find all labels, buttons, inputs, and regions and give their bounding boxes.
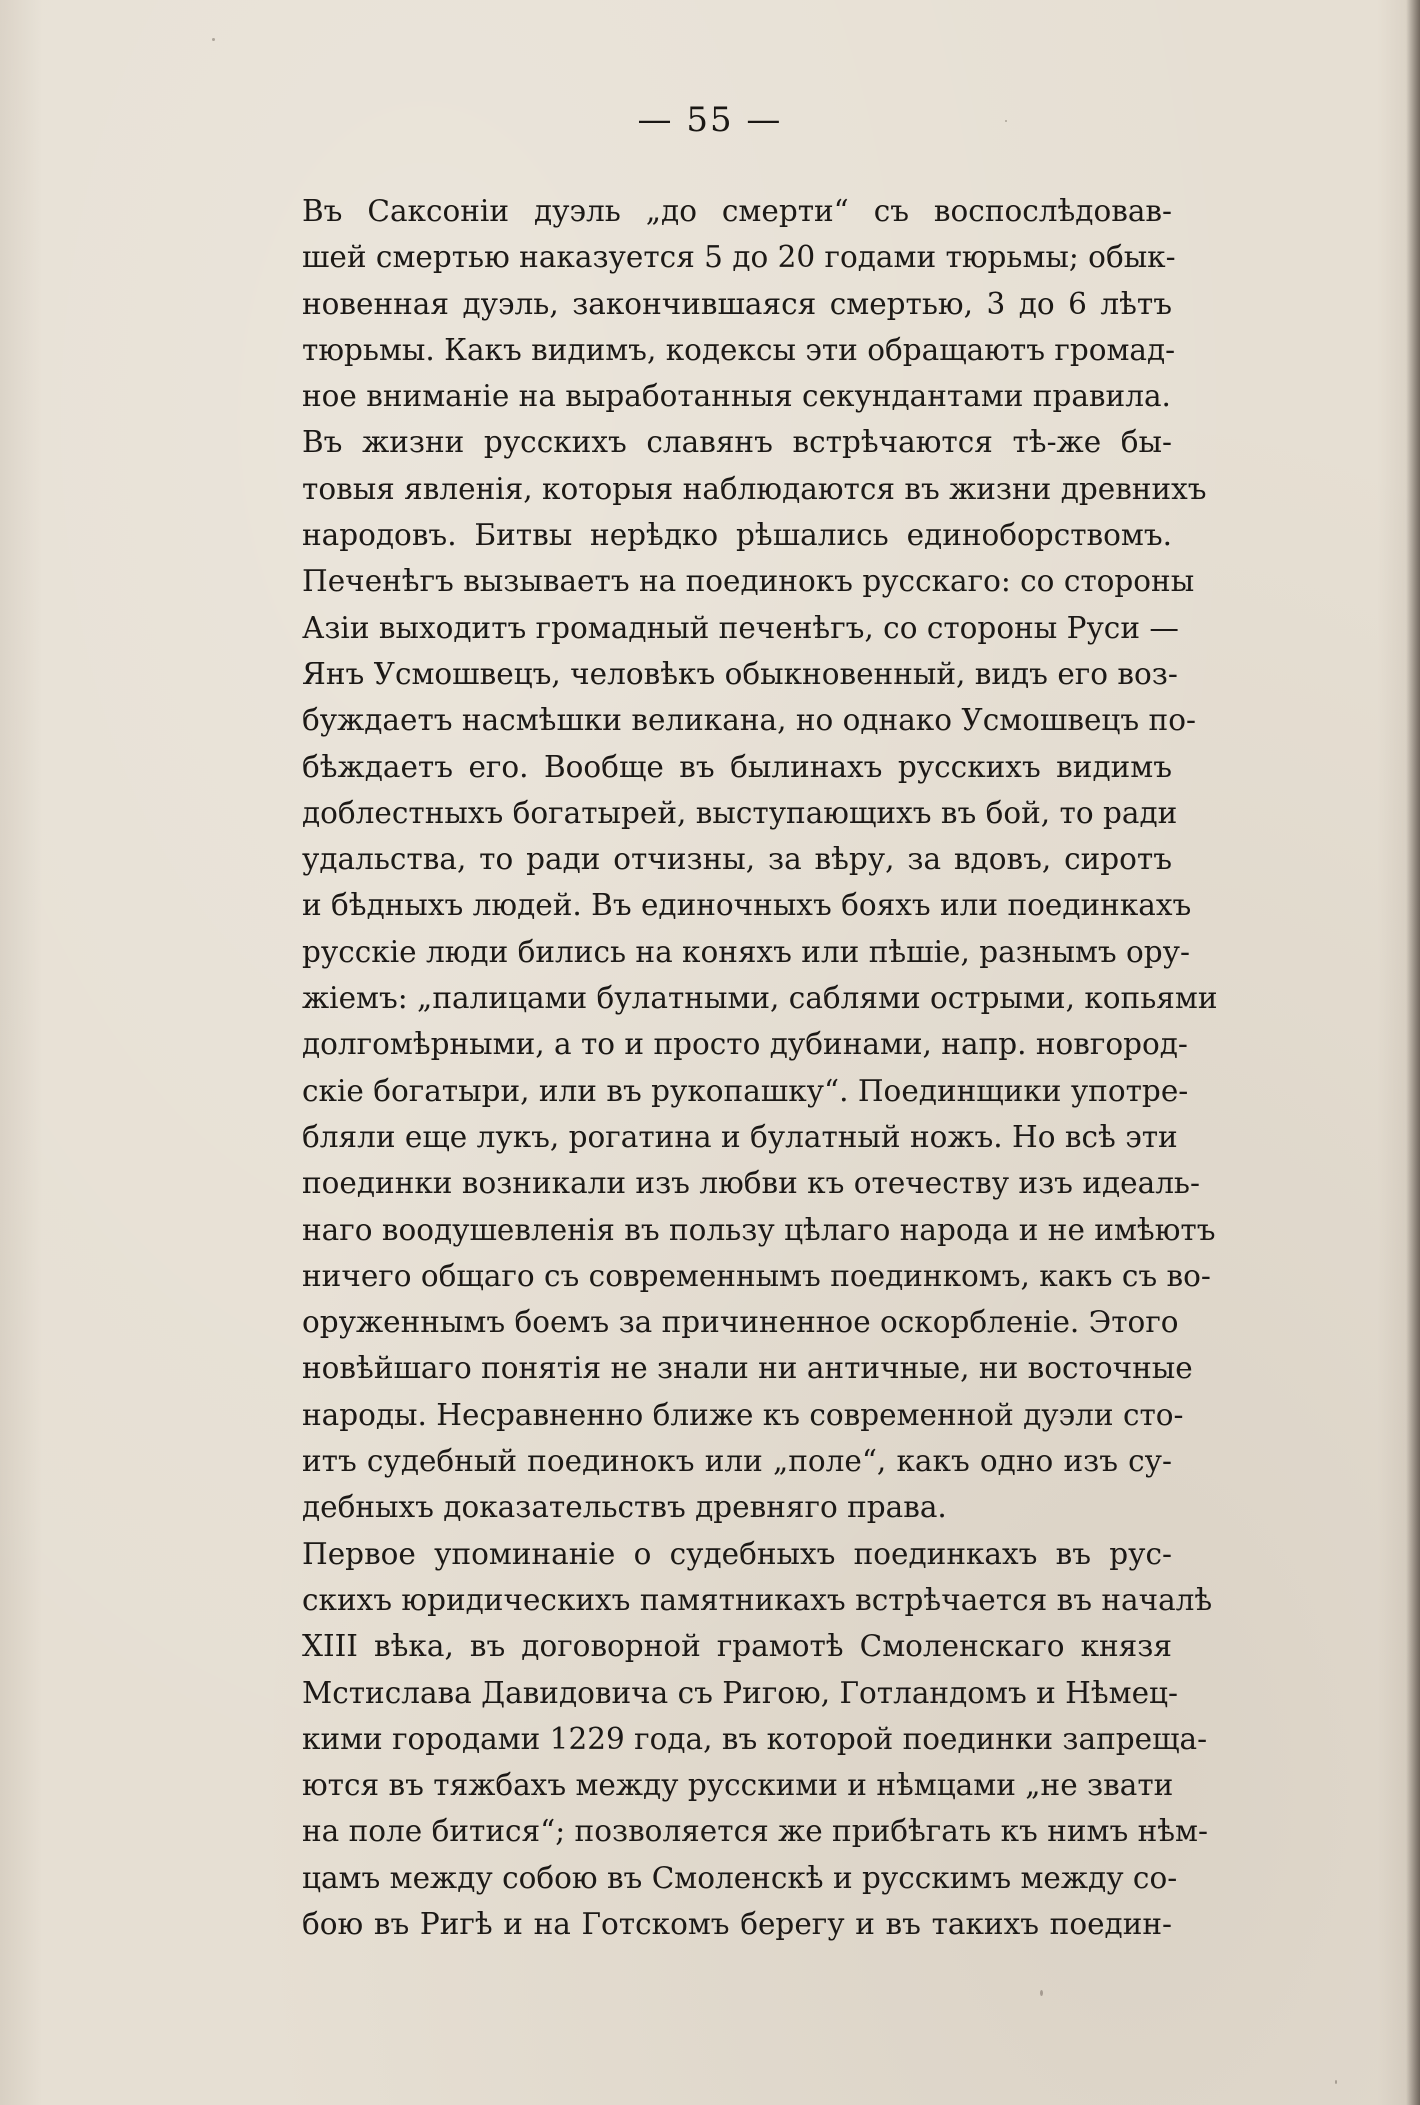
paragraph-3 [206, 1531, 1213, 1948]
text-line: скихъ юридическихъ памятникахъ встрѣчается въ началѣ [302, 1582, 1213, 1617]
text-line: Печенѣгъ вызываетъ на поединокъ русскаго: со стороны [302, 564, 1195, 599]
paper-speck [1040, 1990, 1043, 1996]
text-line: товыя явленія, которыя наблюдаются въ жизни древнихъ [302, 471, 1207, 506]
page-edge-shadow [1406, 0, 1420, 2105]
text-line: бѣждаетъ его. Вообще въ былинахъ русскихъ видимъ [302, 749, 1172, 784]
text-line: XIII вѣка, въ договорной грамотѣ Смоленскаго князя [302, 1629, 1172, 1664]
paper-speck [1335, 2080, 1337, 2084]
paragraph-2 [206, 419, 1218, 1530]
text-line: бляли еще лукъ, рогатина и булатный ножъ. Но всѣ эти [302, 1119, 1178, 1154]
text-line: оруженнымъ боемъ за причиненное оскорбленіе. Этого [302, 1305, 1179, 1340]
text-line: буждаетъ насмѣшки великана, но однако Усмошвецъ по- [302, 703, 1196, 738]
page-number: — 55 — [637, 100, 783, 140]
text-line: новѣйшаго понятія не знали ни античные, ни восточные [302, 1351, 1193, 1386]
text-line: дебныхъ доказательствъ древняго права. [302, 1490, 947, 1525]
text-line: кими городами 1229 года, въ которой поединки запреща- [302, 1721, 1208, 1756]
text-line: Мстислава Давидовича съ Ригою, Готландомъ и Нѣмец- [302, 1675, 1178, 1710]
text-line: жіемъ: „палицами булатными, саблями острыми, копьями [302, 981, 1218, 1016]
text-line: наго воодушевленія въ пользу цѣлаго народа и не имѣютъ [302, 1212, 1216, 1247]
text-line: удальства, то ради отчизны, за вѣру, за вдовъ, сиротъ [302, 842, 1172, 877]
text-line: доблестныхъ богатырей, выступающихъ въ бой, то ради [302, 795, 1178, 830]
body-text [206, 188, 1218, 1947]
text-line: бою въ Ригѣ и на Готскомъ берегу и въ такихъ поедин- [302, 1906, 1172, 1941]
text-line: Азіи выходитъ громадный печенѣгъ, со стороны Руси — [302, 610, 1179, 645]
text-line: народы. Несравненно ближе къ современной дуэли сто- [302, 1397, 1184, 1432]
text-line: Янъ Усмошвецъ, человѣкъ обыкновенный, видъ его воз- [302, 656, 1178, 691]
text-line: ются въ тяжбахъ между русскими и нѣмцами „не звати [302, 1768, 1174, 1803]
text-line: новенная дуэль, закончившаяся смертью, 3 до 6 лѣтъ [302, 286, 1172, 321]
text-line: долгомѣрными, а то и просто дубинами, напр. новгород- [302, 1027, 1188, 1062]
text-line: ничего общаго съ современнымъ поединкомъ, какъ съ во- [302, 1258, 1211, 1293]
text-line: тюрьмы. Какъ видимъ, кодексы эти обращаютъ громад- [302, 332, 1176, 367]
text-line: Въ Саксоніи дуэль „до смерти“ съ воспослѣдовав- [302, 194, 1172, 228]
text-line: ное вниманіе на выработанныя секундантами правила. [302, 379, 1171, 414]
text-line: и бѣдныхъ людей. Въ единочныхъ бояхъ или поединкахъ [302, 888, 1192, 923]
text-line: Первое упоминаніе о судебныхъ поединкахъ въ рус- [302, 1536, 1172, 1571]
paragraph-1 [206, 188, 1176, 419]
text-line: скіе богатыри, или въ рукопашку“. Поединщики употре- [302, 1073, 1189, 1108]
text-line: цамъ между собою въ Смоленскѣ и русскимъ между со- [302, 1860, 1178, 1895]
text-line: на поле битися“; позволяется же прибѣгать къ нимъ нѣм- [302, 1814, 1208, 1849]
text-line: поединки возникали изъ любви къ отечеству изъ идеаль- [302, 1166, 1200, 1201]
text-line: шей смертью наказуется 5 до 20 годами тюрьмы; обык- [302, 240, 1176, 275]
text-line: народовъ. Битвы нерѣдко рѣшались единоборствомъ. [302, 518, 1172, 553]
text-line: Въ жизни русскихъ славянъ встрѣчаются тѣ-же бы- [302, 425, 1172, 460]
text-line: русскіе люди бились на коняхъ или пѣшіе, разнымъ ору- [302, 934, 1191, 969]
paper-speck [212, 38, 215, 41]
text-line: итъ судебный поединокъ или „поле“, какъ одно изъ су- [302, 1444, 1172, 1479]
